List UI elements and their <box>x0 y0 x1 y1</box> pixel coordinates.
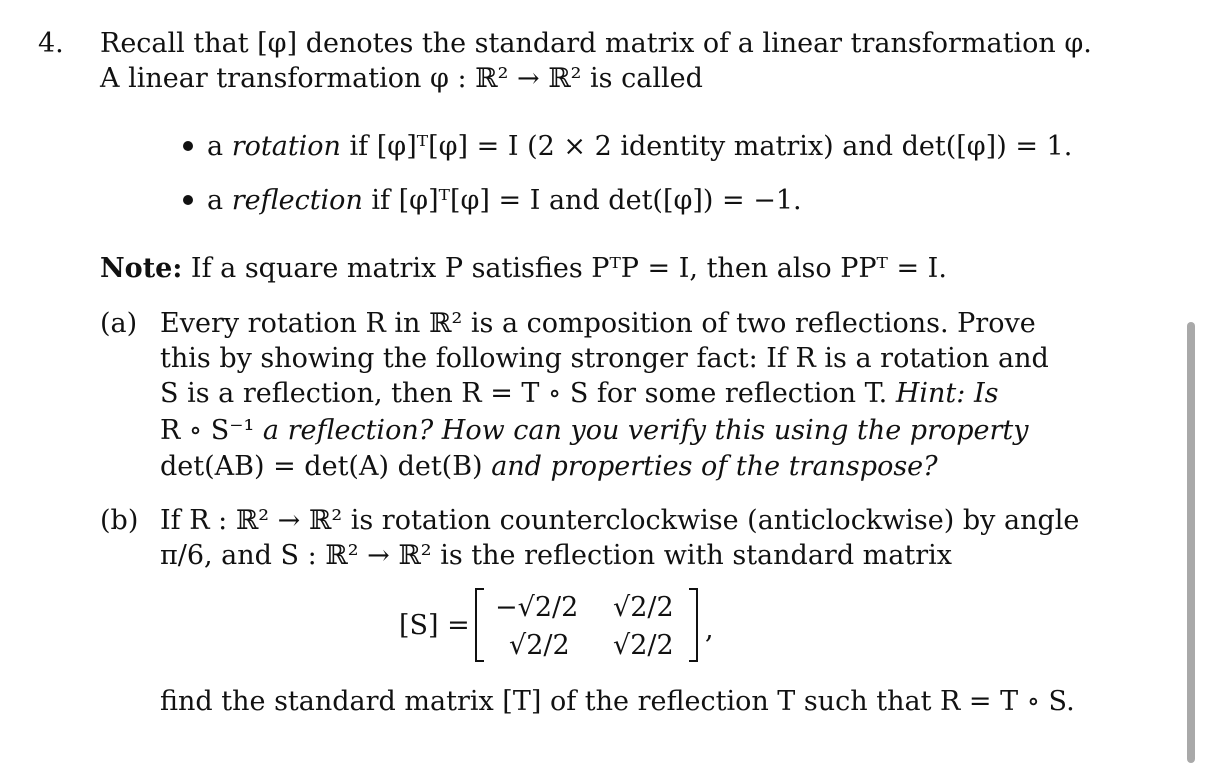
bullet-marker-2 <box>183 195 193 205</box>
term-rotation: rotation <box>231 131 341 162</box>
part-a-line-5-math: det(AB) = det(A) det(B) <box>160 451 483 482</box>
problem-number: 4. <box>38 28 64 59</box>
part-a-line-1: Every rotation R in ℝ² is a composition of two reflections. Prove <box>160 308 1036 339</box>
bullet1-rest: if [φ]ᵀ[φ] = I (2 × 2 identity matrix) and det([φ]) = 1. <box>349 131 1073 162</box>
note-text: If a square matrix P satisfies PᵀP = I, then also PPᵀ = I. <box>190 253 947 284</box>
matrix-lhs: [S] = <box>399 610 470 641</box>
hint-line-4: a reflection? How can you verify this using the property <box>262 415 1029 446</box>
bullet-rotation <box>207 133 1072 160</box>
part-b-line-2: π/6, and S : ℝ² → ℝ² is the reflection with standard matrix <box>160 540 953 571</box>
hint-start: Hint: Is <box>895 378 999 409</box>
part-a-line-3-text: S is a reflection, then R = T ∘ S for some reflection T. <box>160 378 888 409</box>
part-a-line-4-math: R ∘ S⁻¹ <box>160 415 255 446</box>
part-a-line-3 <box>160 380 998 407</box>
hint-line-5: and properties of the transpose? <box>491 451 938 482</box>
part-a-line-4 <box>160 417 1029 444</box>
matrix-cell-12: √2/2 <box>613 592 674 623</box>
note <box>100 255 947 282</box>
matrix-cell-22: √2/2 <box>613 630 674 661</box>
matrix-right-bracket <box>689 588 698 662</box>
bullet-marker-1 <box>183 141 193 151</box>
bullet2-prefix: a <box>207 185 224 216</box>
note-label: Note: <box>100 253 183 284</box>
matrix-cell-21: √2/2 <box>509 630 570 661</box>
part-a-label: (a) <box>100 308 138 339</box>
part-b-line-1: If R : ℝ² → ℝ² is rotation counterclockwise (anticlockwise) by angle <box>160 505 1080 536</box>
intro-line-2: A linear transformation φ : ℝ² → ℝ² is called <box>100 63 703 94</box>
matrix-left-bracket <box>475 588 484 662</box>
matrix-trailing-comma: , <box>705 614 714 645</box>
vertical-scrollbar[interactable] <box>1187 322 1195 763</box>
part-b-final: find the standard matrix [T] of the reflection T such that R = T ∘ S. <box>160 686 1075 717</box>
bullet2-rest: if [φ]ᵀ[φ] = I and det([φ]) = −1. <box>371 185 802 216</box>
intro-line-1: Recall that [φ] denotes the standard matrix of a linear transformation φ. <box>100 28 1092 59</box>
part-a-line-2: this by showing the following stronger fact: If R is a rotation and <box>160 343 1049 374</box>
part-a-line-5 <box>160 453 938 480</box>
part-b-label: (b) <box>100 505 139 536</box>
term-reflection: reflection <box>231 185 363 216</box>
bullet-reflection <box>207 187 802 214</box>
matrix-cell-11: −√2/2 <box>495 592 579 623</box>
reflection-matrix-display <box>399 588 729 664</box>
bullet1-prefix: a <box>207 131 224 162</box>
